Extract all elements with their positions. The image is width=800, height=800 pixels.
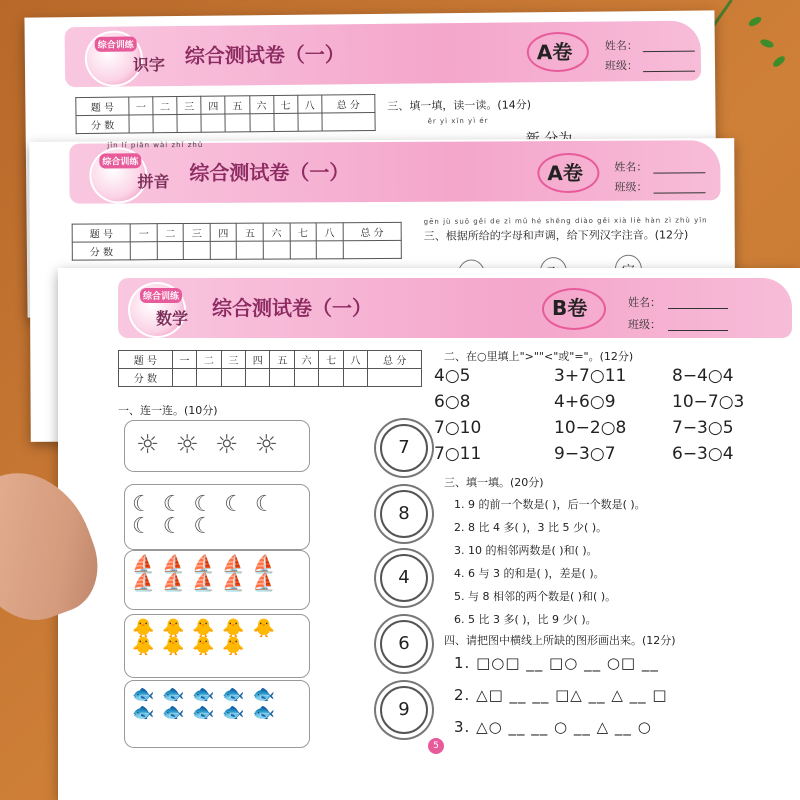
score-input[interactable] <box>316 241 343 259</box>
logo-subject: 拼音 <box>137 172 170 192</box>
score-input[interactable] <box>263 241 290 259</box>
score-header-row <box>119 351 422 369</box>
score-cell: 分 数 <box>76 115 129 134</box>
class-line[interactable] <box>668 330 728 331</box>
name-label: 姓名： <box>614 160 648 174</box>
name-label: 姓名： <box>604 39 638 53</box>
score-cell: 二 <box>157 224 184 242</box>
score-cell: 总 分 <box>343 222 401 240</box>
score-input[interactable] <box>368 369 422 387</box>
score-input[interactable] <box>129 115 153 133</box>
question-4: 四、请把图中横线上所缺的图形画出来。(12分) <box>444 634 676 647</box>
worksheet-math <box>58 268 800 800</box>
compare-item[interactable]: 6−3○4 <box>672 444 734 464</box>
volume-label: B卷 <box>552 296 588 320</box>
score-input[interactable] <box>319 369 343 387</box>
question-3: 三、根据所给的字母和声调，给下列汉字注音。(12分) <box>423 228 689 243</box>
score-input[interactable] <box>294 369 318 387</box>
score-cell: 四 <box>201 96 225 114</box>
score-input[interactable] <box>184 241 211 259</box>
score-cell: 题 号 <box>76 97 129 116</box>
score-header-row <box>72 222 401 242</box>
score-cell: 二 <box>153 97 177 115</box>
score-cell: 六 <box>249 96 273 114</box>
name-label: 姓名： <box>628 296 661 309</box>
score-input[interactable] <box>177 114 201 132</box>
compare-item[interactable]: 6○8 <box>434 392 471 412</box>
score-cell: 八 <box>343 351 367 369</box>
score-cell: 三 <box>221 351 245 369</box>
score-cell: 八 <box>298 95 322 113</box>
score-input[interactable] <box>221 369 245 387</box>
chick-group: 🐥 🐥 🐥 🐥 🐥 🐥 🐥 🐥 🐥 <box>132 618 276 657</box>
score-cell: 一 <box>172 351 196 369</box>
score-input[interactable] <box>270 369 294 387</box>
class-line[interactable] <box>643 71 695 73</box>
volume-label: A卷 <box>536 39 573 65</box>
score-input[interactable] <box>197 369 221 387</box>
header-band <box>65 21 702 88</box>
score-input[interactable] <box>343 240 401 258</box>
compare-item[interactable]: 10−7○3 <box>672 392 745 412</box>
score-table <box>72 222 402 261</box>
class-label: 班级： <box>628 318 661 331</box>
score-input[interactable] <box>250 114 274 132</box>
score-cell: 五 <box>270 351 294 369</box>
shape-pattern[interactable]: 1. □○□ __ □○ __ ○□ __ <box>454 654 659 672</box>
fish-group: 🐟 🐟 🐟 🐟 🐟 🐟 🐟 🐟 🐟 🐟 <box>132 684 276 723</box>
name-line[interactable] <box>653 172 705 173</box>
name-line[interactable] <box>643 51 695 53</box>
header-band <box>69 140 720 203</box>
fill-item[interactable]: 1. 9 的前一个数是( )，后一个数是( )。 <box>454 498 646 511</box>
compare-item[interactable]: 9−3○7 <box>554 444 616 464</box>
score-cell: 五 <box>237 223 264 241</box>
score-cell: 八 <box>316 223 343 241</box>
pinyin-top: jǐn lǐ piān wài zhǐ zhǔ <box>107 140 204 150</box>
score-input[interactable] <box>201 114 225 132</box>
compare-item[interactable]: 10−2○8 <box>554 418 627 438</box>
score-table <box>75 94 375 134</box>
fill-item[interactable]: 3. 10 的相邻两数是( )和( )。 <box>454 544 598 557</box>
score-input[interactable] <box>246 369 270 387</box>
score-input[interactable] <box>298 113 322 131</box>
question-3: 三、填一填。(20分) <box>444 476 544 489</box>
name-line[interactable] <box>668 308 728 309</box>
score-cell: 一 <box>130 224 157 242</box>
score-input[interactable] <box>131 242 158 260</box>
score-value-row <box>72 240 401 260</box>
fill-item[interactable]: 5. 与 8 相邻的两个数是( )和( )。 <box>454 590 617 603</box>
score-input[interactable] <box>210 241 237 259</box>
sun-group: ☼ ☼ ☼ ☼ <box>136 430 283 460</box>
score-input[interactable] <box>157 242 184 260</box>
shape-pattern[interactable]: 2. △□ __ __ □△ __ △ __ □ <box>454 686 668 704</box>
logo-subject: 数学 <box>156 309 189 328</box>
question-3: 三、填一填，读一读。(14分) <box>387 98 532 113</box>
score-table <box>118 350 422 387</box>
score-input[interactable] <box>225 114 249 132</box>
score-cell: 总 分 <box>322 94 375 113</box>
number-flower[interactable]: 7 <box>380 424 428 472</box>
sheet-title: 综合测试卷（一） <box>189 160 350 186</box>
score-input[interactable] <box>237 241 264 259</box>
number-flower[interactable]: 6 <box>380 620 428 668</box>
logo-subject: 识字 <box>132 55 166 75</box>
volume-label: A卷 <box>547 160 583 186</box>
score-input[interactable] <box>322 112 375 131</box>
fill-item[interactable]: 4. 6 与 3 的和是( )，差是( )。 <box>454 567 605 580</box>
fill-item[interactable]: 6. 5 比 3 多( )，比 9 少( )。 <box>454 613 597 626</box>
class-label: 班级： <box>604 59 639 73</box>
score-input[interactable] <box>274 113 298 131</box>
compare-item[interactable]: 3+7○11 <box>554 366 627 386</box>
score-cell: 六 <box>263 223 290 241</box>
score-value-row <box>76 112 375 133</box>
score-input[interactable] <box>153 115 177 133</box>
pinyin-row: ěr yì xīn yì ér <box>427 116 489 126</box>
score-cell: 分 数 <box>119 369 173 387</box>
logo-tag: 综合训练 <box>95 36 137 51</box>
compare-item[interactable]: 4○5 <box>434 366 471 386</box>
score-cell: 七 <box>290 223 317 241</box>
score-cell: 题 号 <box>72 224 130 242</box>
score-value-row <box>119 369 422 387</box>
number-flower[interactable]: 4 <box>380 554 428 602</box>
question-2: 二、在○里填上">""<"或"="。(12分) <box>444 350 634 363</box>
score-cell: 四 <box>246 351 270 369</box>
page-number: 5 <box>428 738 444 754</box>
score-cell: 七 <box>319 351 343 369</box>
sheet-title: 综合测试卷（一） <box>212 296 372 320</box>
number-flower[interactable]: 8 <box>380 490 428 538</box>
score-input[interactable] <box>290 241 317 259</box>
class-label: 班级： <box>614 180 648 194</box>
header-band <box>118 278 792 338</box>
compare-item[interactable]: 7−3○5 <box>672 418 734 438</box>
logo-tag: 综合训练 <box>140 288 182 303</box>
score-cell: 分 数 <box>72 242 130 260</box>
compare-item[interactable]: 8−4○4 <box>672 366 734 386</box>
pinyin-question: gēn jù suǒ gěi de zì mǔ hé shēng diào gěi xià liè hàn zì zhù yīn <box>423 216 708 226</box>
score-cell: 一 <box>129 97 153 115</box>
logo-tag: 综合训练 <box>99 153 141 168</box>
fill-item[interactable]: 2. 8 比 4 多( )，3 比 5 少( )。 <box>454 521 608 534</box>
compare-item[interactable]: 7○11 <box>434 444 482 464</box>
score-cell: 题 号 <box>119 351 173 369</box>
boat-group: ⛵ ⛵ ⛵ ⛵ ⛵ ⛵ ⛵ ⛵ ⛵ ⛵ <box>132 554 276 593</box>
number-flower[interactable]: 9 <box>380 686 428 734</box>
moon-group: ☾ ☾ ☾ ☾ ☾ ☾ ☾ ☾ <box>132 492 277 539</box>
score-cell: 五 <box>225 96 249 114</box>
question-1: 一、连一连。(10分) <box>118 404 218 417</box>
score-cell: 二 <box>197 351 221 369</box>
sheet-title: 综合测试卷（一） <box>184 42 345 68</box>
score-cell: 三 <box>184 223 211 241</box>
score-cell: 七 <box>273 95 297 113</box>
score-input[interactable] <box>172 369 196 387</box>
score-cell: 三 <box>177 96 201 114</box>
shape-pattern[interactable]: 3. △○ __ __ ○ __ △ __ ○ <box>454 718 652 736</box>
class-line[interactable] <box>653 192 705 193</box>
score-cell: 四 <box>210 223 237 241</box>
score-cell: 总 分 <box>368 351 422 369</box>
compare-item[interactable]: 4+6○9 <box>554 392 616 412</box>
compare-item[interactable]: 7○10 <box>434 418 482 438</box>
score-cell: 六 <box>294 351 318 369</box>
score-input[interactable] <box>343 369 367 387</box>
